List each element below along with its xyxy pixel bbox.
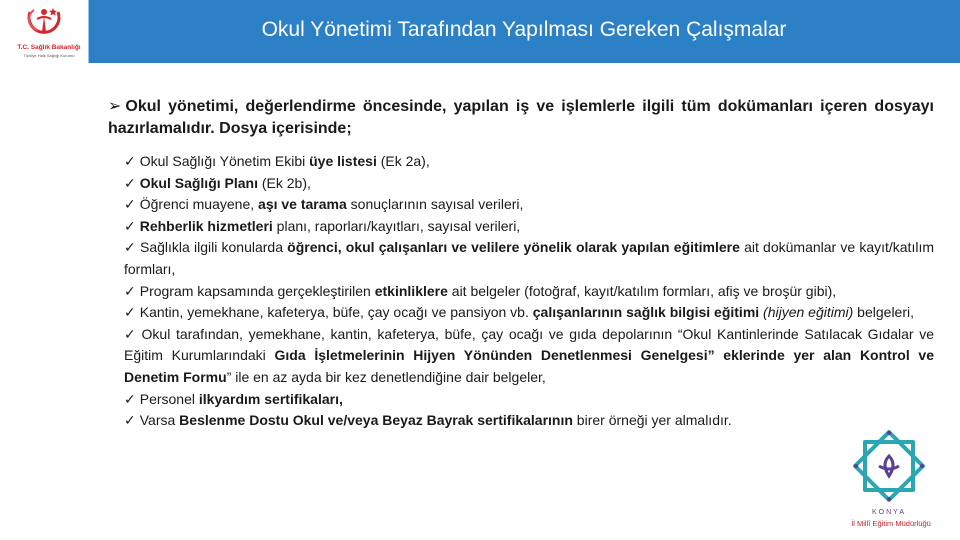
item-text: Okul Sağlığı Yönetim Ekibi bbox=[139, 153, 310, 169]
item-text: sonuçlarının sayısal verileri, bbox=[346, 196, 524, 213]
konya-emblem-icon bbox=[845, 426, 933, 510]
emblem-org: İl Millî Eğitim Müdürlüğü bbox=[851, 519, 931, 528]
item-text: (Ek 2a), bbox=[376, 153, 430, 169]
bold-text: ilkyardım sertifikaları, bbox=[198, 390, 343, 407]
checkmark-icon: ✓ bbox=[124, 239, 137, 256]
bold-text: Okul Sağlığı Planı bbox=[139, 174, 258, 191]
bold-text: çalışanlarının sağlık bilgisi eğitimi bbox=[532, 304, 760, 321]
item-text: Sağlıkla ilgili konularda bbox=[140, 239, 288, 256]
item-text: planı, raporları/kayıtları, sayısal verileri, bbox=[272, 217, 521, 234]
checkmark-icon: ✓ bbox=[124, 174, 136, 191]
checkmark-icon: ✓ bbox=[124, 217, 136, 234]
emblem-city: KONYA bbox=[872, 509, 906, 516]
bold-text: Rehberlik hizmetleri bbox=[139, 217, 273, 234]
checkmark-icon: ✓ bbox=[124, 412, 136, 429]
checkmark-icon: ✓ bbox=[124, 196, 136, 213]
ministry-logo bbox=[0, 0, 89, 63]
checkmark-icon: ✓ bbox=[124, 325, 138, 342]
bold-text: Gıda İşletmelerinin Hijyen Yönünden Denetlenmesi Genelgesi” eklerinde yer alan Kontrol ve Denetim Formu bbox=[124, 347, 935, 385]
item-text: Öğrenci muayene, bbox=[139, 196, 259, 213]
logo-name: T.C. Sağlık Bakanlığı bbox=[17, 44, 81, 51]
intro-text: Okul yönetimi, değerlendirme öncesinde, yapılan iş ve işlemlerle ilgili tüm dokümanları içeren dosyayı hazırlamalıdır. Dosya içerisinde; bbox=[108, 98, 934, 137]
bold-text: öğrenci, okul çalışanları ve velilere yönelik olarak yapılan eğitimlere bbox=[287, 239, 740, 256]
item-text: ait belgeler (fotoğraf, kayıt/katılım formları, afiş ve broşür gibi), bbox=[447, 282, 837, 299]
item-text: Program kapsamında gerçekleştirilen bbox=[139, 282, 375, 299]
intro-paragraph bbox=[108, 96, 934, 140]
bold-text: aşı ve tarama bbox=[258, 196, 347, 213]
item-text: ” ile en az ayda bir kez denetlendiğine dair belgeler, bbox=[226, 368, 546, 385]
checklist-item bbox=[124, 194, 934, 216]
checklist-item bbox=[124, 324, 934, 389]
item-text: Okul tarafından, yemekhane, kantin, kafeterya, büfe, çay ocağı ve gıda depolarının “Okul Kantinlerinde Satılacak Gıdalar ve Eğitim Kurumlarındaki bbox=[124, 325, 934, 364]
checklist-item bbox=[124, 302, 934, 324]
italic-text: (hijyen eğitimi) bbox=[763, 304, 854, 321]
bold-text: Beslenme Dostu Okul ve/veya Beyaz Bayrak sertifikalarının bbox=[179, 412, 573, 429]
item-text: Varsa bbox=[139, 412, 180, 429]
checkmark-icon: ✓ bbox=[124, 153, 136, 169]
checklist-item bbox=[124, 237, 934, 280]
bold-text: etkinliklere bbox=[374, 282, 448, 299]
bold-text: üye listesi bbox=[309, 153, 377, 169]
checkmark-icon: ✓ bbox=[124, 390, 136, 407]
main-content bbox=[108, 96, 934, 432]
item-text: birer örneği yer almalıdır. bbox=[572, 412, 732, 429]
checklist-item bbox=[124, 151, 934, 173]
item-text: (Ek 2b), bbox=[257, 174, 311, 191]
checkmark-icon: ✓ bbox=[124, 304, 136, 321]
logo-subtitle: Türkiye Halk Sağlığı Kurumu bbox=[23, 53, 75, 58]
requirements-checklist bbox=[108, 151, 934, 432]
page-title: Okul Yönetimi Tarafından Yapılması Gereken Çalışmalar bbox=[261, 18, 787, 41]
item-text: Personel bbox=[139, 390, 199, 407]
checklist-item bbox=[124, 173, 934, 195]
item-text: Kantin, yemekhane, kafeterya, büfe, çay ocağı ve pansiyon vb. bbox=[139, 304, 533, 321]
checkmark-icon: ✓ bbox=[124, 282, 136, 299]
item-text: ait dokümanlar ve kayıt/katılım formları, bbox=[124, 239, 934, 277]
checklist-item bbox=[124, 410, 934, 432]
header-bar bbox=[0, 0, 960, 63]
checklist-item bbox=[124, 281, 934, 303]
health-ministry-logo-icon bbox=[20, 4, 68, 44]
checklist-item bbox=[124, 389, 934, 411]
arrow-bullet-icon: ➢ bbox=[108, 98, 122, 115]
checklist-item bbox=[124, 216, 934, 238]
item-text: belgeleri, bbox=[853, 304, 914, 321]
